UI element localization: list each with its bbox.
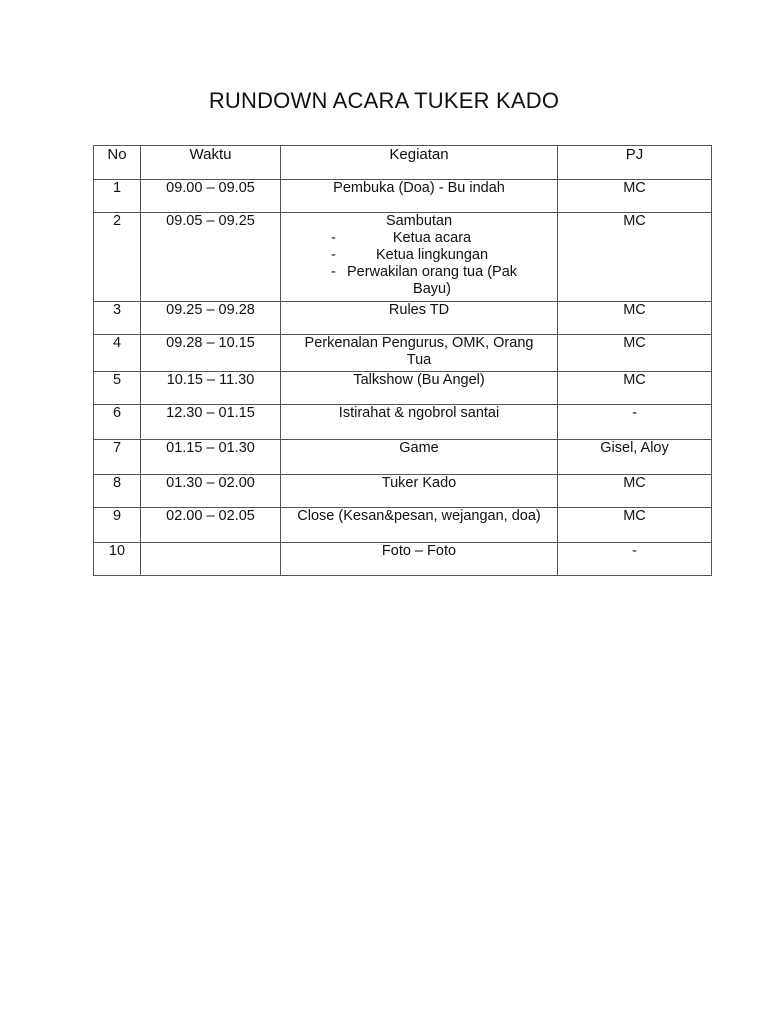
table-row [94,543,712,576]
row-time: 10.15 – 11.30 [141,372,281,405]
table-row [94,335,712,372]
row-pj: MC [558,372,712,405]
row-activity: Tuker Kado [281,475,558,508]
table-row [94,508,712,543]
row-activity: Foto – Foto [281,543,558,576]
list-item [285,230,553,247]
row-no: 8 [94,475,141,508]
row-no: 1 [94,180,141,213]
row-activity: Close (Kesan&pesan, wejangan, doa) [281,508,558,543]
row-activity: Sambutan [385,213,453,229]
row-time: 09.05 – 09.25 [141,213,281,302]
header-time: Waktu [141,146,281,180]
row-no: 3 [94,302,141,335]
header-pj: PJ [558,146,712,180]
row-activity: Pembuka (Doa) - Bu indah [281,180,558,213]
row-time: 12.30 – 01.15 [141,405,281,440]
row-pj: MC [558,180,712,213]
row-no: 6 [94,405,141,440]
row-no: 7 [94,440,141,475]
list-item [285,264,553,298]
table-row [94,405,712,440]
row-no: 2 [94,213,141,302]
rundown-table [93,145,712,576]
activity-sub-list [285,230,553,298]
row-time: 09.28 – 10.15 [141,335,281,372]
row-time: 02.00 – 02.05 [141,508,281,543]
table-row [94,180,712,213]
row-time: 01.30 – 02.00 [141,475,281,508]
table-header-row [94,146,712,180]
row-activity: Rules TD [281,302,558,335]
bullet-dash: - [331,230,336,246]
bullet-dash: - [331,247,336,263]
sub-item-label: Ketua acara [392,230,472,246]
table-row [94,440,712,475]
row-no: 9 [94,508,141,543]
row-time: 09.25 – 09.28 [141,302,281,335]
table-row [94,213,712,302]
row-no: 5 [94,372,141,405]
header-no: No [94,146,141,180]
row-pj: MC [558,475,712,508]
sub-item-label: Ketua lingkungan [375,247,489,263]
row-activity-cell [281,213,558,302]
row-time [141,543,281,576]
row-activity: Talkshow (Bu Angel) [281,372,558,405]
table-row [94,302,712,335]
row-pj: Gisel, Aloy [558,440,712,475]
document-title: RUNDOWN ACARA TUKER KADO [208,88,560,113]
row-pj: MC [558,508,712,543]
bullet-dash: - [331,264,336,280]
row-activity: Perkenalan Pengurus, OMK, Orang Tua [281,335,558,372]
row-no: 10 [94,543,141,576]
header-activity: Kegiatan [281,146,558,180]
sub-item-label: Perwakilan orang tua (Pak Bayu) [346,264,518,297]
list-item [285,247,553,264]
table-row [94,372,712,405]
row-no: 4 [94,335,141,372]
row-pj: MC [558,213,712,302]
row-pj: MC [558,335,712,372]
row-time: 01.15 – 01.30 [141,440,281,475]
row-pj: - [558,405,712,440]
table-row [94,475,712,508]
row-pj: MC [558,302,712,335]
row-activity: Istirahat & ngobrol santai [281,405,558,440]
row-pj: - [558,543,712,576]
row-time: 09.00 – 09.05 [141,180,281,213]
row-activity: Game [281,440,558,475]
